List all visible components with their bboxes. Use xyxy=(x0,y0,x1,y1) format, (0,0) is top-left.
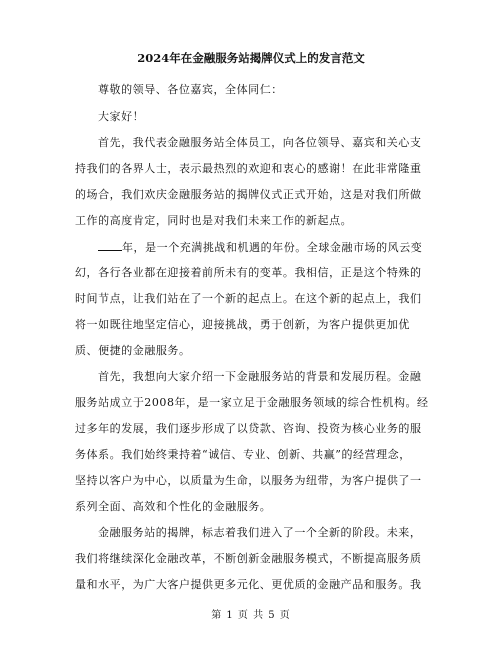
paragraph-line: 量和水平，为广大客户提供更多元化、更优质的金融产品和服务。我 xyxy=(75,578,422,591)
page-title: 2024年在金融服务站揭牌仪式上的发言范文 xyxy=(137,51,365,65)
blank-underline xyxy=(98,239,122,251)
paragraph-line: 时间节点，让我们站在了一个新的起点上。在这个新的起点上，我们 xyxy=(75,292,422,305)
paragraph-line-text: 年，是一个充满挑战和机遇的年份。全球金融市场的风云变 xyxy=(122,241,423,254)
page-number-footer: 第 1 页 共 5 页 xyxy=(211,610,291,621)
paragraph-line: 金融服务站的揭牌，标志着我们进入了一个全新的阶段。未来， xyxy=(98,526,422,539)
paragraph-line: 服务站成立于2008年，是一家立足于金融服务领域的综合性机构。经 xyxy=(75,396,429,409)
greeting: 大家好！ xyxy=(98,110,145,123)
salutation: 尊敬的领导、各位嘉宾，全体同仁： xyxy=(98,83,283,96)
paragraph-line: 首先，我代表金融服务站全体员工，向各位领导、嘉宾和关心支 xyxy=(98,136,422,149)
paragraph-line: 坚持以客户为中心，以质量为生命，以服务为纽带，为客户提供了一 xyxy=(75,474,422,487)
paragraph-line: 工作的高度肯定，同时也是对我们未来工作的新起点。 xyxy=(75,214,353,227)
paragraph-line: 将一如既往地坚定信心，迎接挑战，勇于创新，为客户提供更加优 xyxy=(75,318,410,331)
paragraph-line: 幻，各行各业都在迎接着前所未有的变革。我相信，正是这个特殊的 xyxy=(75,266,422,279)
paragraph-line: 质、便捷的金融服务。 xyxy=(75,344,191,357)
paragraph-line: 持我们的各界人士，表示最热烈的欢迎和衷心的感谢！在此非常隆重 xyxy=(75,162,422,175)
paragraph-line: 首先，我想向大家介绍一下金融服务站的背景和发展历程。金融 xyxy=(98,370,422,383)
paragraph-line: 过多年的发展，我们逐步形成了以贷款、咨询、投资为核心业务的服 xyxy=(75,422,422,435)
paragraph-line xyxy=(98,239,422,256)
paragraph-line: 系列全面、高效和个性化的金融服务。 xyxy=(75,500,272,513)
paragraph-line: 务体系。我们始终秉持着“诚信、专业、创新、共赢”的经营理念， xyxy=(75,448,411,461)
paragraph-line: 我们将继续深化金融改革，不断创新金融服务模式，不断提高服务质 xyxy=(75,552,422,565)
paragraph-line: 的场合，我们欢庆金融服务站的揭牌仪式正式开始，这是对我们所做 xyxy=(75,188,422,201)
